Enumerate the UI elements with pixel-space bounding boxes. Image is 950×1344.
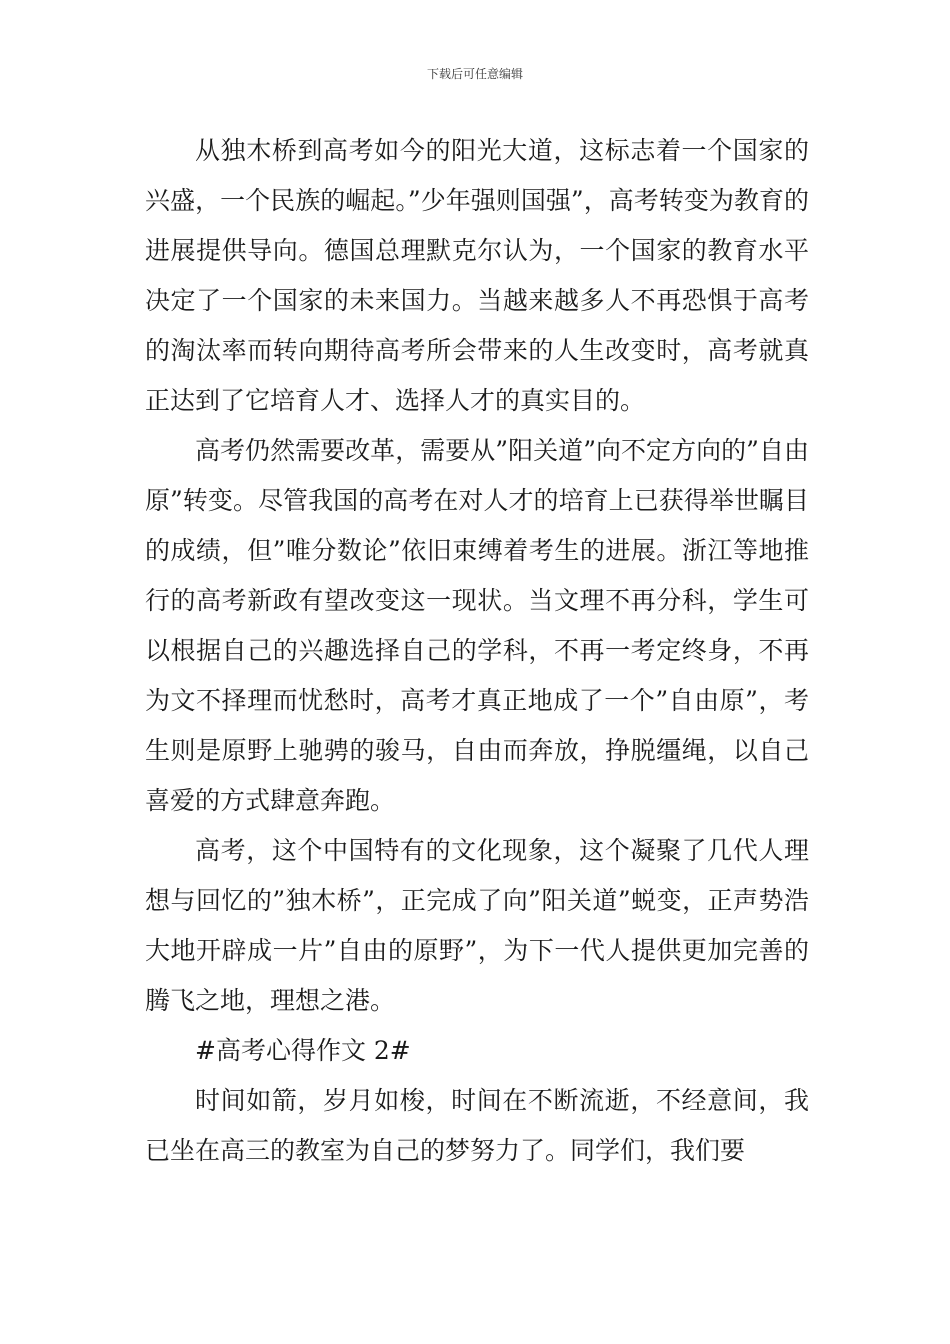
paragraph-4: 时间如箭，岁月如梭，时间在不断流逝，不经意间，我已坐在高三的教室为自己的梦努力了。同学们，我们要 <box>145 1086 809 1165</box>
page-header: 下载后可任意编辑 <box>426 67 523 81</box>
document-body <box>145 126 809 1176</box>
paragraph-1: 从独木桥到高考如今的阳光大道，这标志着一个国家的兴盛，一个民族的崛起。”少年强则国强”，高考转变为教育的进展提供导向。德国总理默克尔认为，一个国家的教育水平决定了一个国家的未来国力。当越来越多人不再恐惧于高考的淘汰率而转向期待高考所会带来的人生改变时，高考就真正达到了它培育人才、选择人才的真实目的。 <box>145 136 809 415</box>
paragraph-2: 高考仍然需要改革，需要从”阳关道”向不定方向的”自由原”转变。尽管我国的高考在对人才的培育上已获得举世瞩目的成绩，但”唯分数论”依旧束缚着考生的进展。浙江等地推行的高考新政有望改变这一现状。当文理不再分科，学生可以根据自己的兴趣选择自己的学科，不再一考定终身，不再为文不择理而忧愁时，高考才真正地成了一个”自由原”，考生则是原野上驰骋的骏马，自由而奔放，挣脱缰绳，以自己喜爱的方式肆意奔跑。 <box>145 436 809 815</box>
section-heading: #高考心得作文 2# <box>195 1036 411 1065</box>
paragraph-3: 高考，这个中国特有的文化现象，这个凝聚了几代人理想与回忆的”独木桥”，正完成了向”阳关道”蜕变，正声势浩大地开辟成一片”自由的原野”，为下一代人提供更加完善的腾飞之地，理想之港。 <box>145 836 809 1015</box>
